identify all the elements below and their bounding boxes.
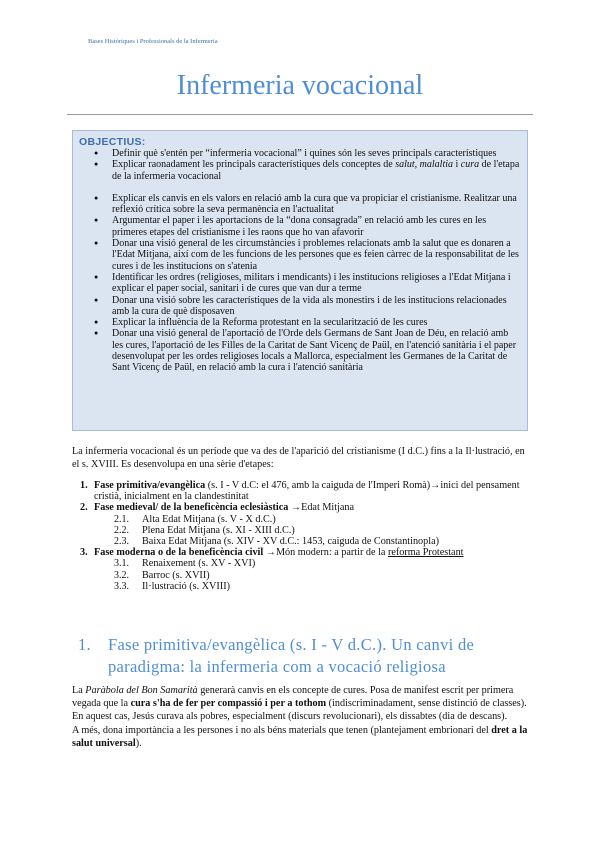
objective-item: ● Definir què s'entén per “infermeria vocacional” i quines són les seves principals característiques [79, 148, 521, 159]
running-header: Bases Històriques i Professionals de la Infermeria [88, 38, 218, 45]
substage-number: 2.1. [114, 513, 129, 525]
substage-item [72, 570, 528, 581]
objective-item: ● Donar una visió general de l'aportació de l'Orde dels Germans de Sant Joan de Déu, en relació amb les cures, l'aportació de les Filles de la Caritat de Sant Vicenç de Paül, en l'atenció sanitària i el paper desenvolupat per les ordes religioses locals a Mallorca, especialment les Germanes de la Caritat de Sant Vicenç de Paül, en relació amb la cura i l'atenció sanitària [79, 328, 521, 373]
objectives-box [72, 130, 528, 431]
stage-description: →Edat Mitjana [288, 502, 355, 514]
stage-link-text: reforma Protestant [387, 547, 464, 559]
section-heading [78, 634, 528, 678]
objective-text: Explicar raonadament les principals característiques dels conceptes de salut, malaltia i cura de l'etapa de la infermeria vocacional [112, 159, 520, 182]
section-title-rest: Un canvi de paradigma: la infermeria com a vocació religiosa [108, 635, 475, 676]
substage-number: 2.3. [114, 536, 129, 548]
objective-item: ● Donar una visió general de les circumstàncies i problemes relacionats amb la salut que es donaren a l'Edat Mitjana, així com de les funcions de les persones que es feien càrrec de la responsabilitat de les cures i de les institucions on s'atenia [79, 238, 521, 272]
stage-item [72, 502, 528, 513]
substage-text: Baixa Edat Mitjana (s. XIV - XV d.C.: 1453, caiguda de Constantinopla) [142, 536, 439, 548]
title-divider [67, 114, 533, 115]
body-text: La [72, 685, 86, 696]
stage-title: Fase primitiva/evangèlica [94, 480, 206, 491]
substage-item [72, 514, 528, 525]
substage-item [72, 581, 528, 592]
body-bold-text: dret a la salut universal [72, 724, 528, 749]
body-text: A més, dona importància a les persones i no als béns materials que tenen (plantejament embrionari del [72, 724, 492, 736]
stage-number: 1. [80, 480, 88, 491]
substage-item [72, 536, 528, 547]
body-text: (indiscriminadament, sense distinció de classes). En aquest cas, Jesús curava als pobres, especialment (discurs revolucionari), els dissabtes (dia de descans). [72, 698, 527, 723]
body-text: generarà canvis en els concepte de cures. Posa de manifest escrit per primera vegada que la [72, 685, 514, 710]
objective-item: ● Explicar la influència de la Reforma protestant en la secularització de les cures [79, 317, 521, 328]
section-number: 1. [78, 635, 91, 654]
stage-number: 3. [80, 547, 88, 559]
body-paragraph [72, 724, 528, 750]
section-body [72, 684, 528, 750]
section-title-main: Fase primitiva/evangèlica [108, 635, 286, 654]
section-title-period: (s. I - V d.C.). [285, 635, 392, 654]
stage-title: Fase medieval/ de la beneficència eclesiàstica [94, 502, 289, 514]
body-italic-text: Paràbola del Bon Samarità [85, 685, 198, 696]
substage-number: 2.2. [114, 524, 129, 536]
substage-number: 3.2. [114, 569, 129, 581]
substage-number: 3.3. [114, 580, 129, 592]
body-text: ). [135, 737, 142, 749]
substage-text: Plena Edat Mitjana (s. XI - XIII d.C.) [142, 524, 295, 536]
stage-number: 2. [80, 502, 88, 514]
stage-item [72, 480, 528, 502]
substage-text: Il·lustració (s. XVIII) [142, 580, 230, 592]
substage-number: 3.1. [114, 558, 129, 570]
substage-item [72, 558, 528, 569]
stage-item [72, 547, 528, 558]
substage-text: Barroc (s. XVII) [142, 569, 210, 581]
stage-title: Fase moderna o de la beneficència civil [94, 547, 264, 559]
objective-item: ● Argumentar el paper i les aportacions de la “dona consagrada” en relació amb les cures en les primeres etapes del cristianisme i les raons que ho van afavorir [79, 215, 521, 238]
objective-item: ● Explicar els canvis en els valors en relació amb la cura que va propiciar el cristianisme. Realitzar una reflexió crítica sobre la seva permanència en l'actualitat [79, 193, 521, 216]
stage-description: (s. I - V d.C: el 476, amb la caiguda de l'Imperi Romà)→inici del pensament cristià, inicialment en la clandestinitat [94, 480, 520, 503]
intro-paragraph: La infermeria vocacional és un període que va des de l'aparició del cristianisme (I d.C.) fins a la Il·lustració, en el s. XVIII. Es desenvolupa en una sèrie d'etapes: [72, 446, 525, 470]
page-title: Infermeria vocacional [176, 70, 424, 101]
substage-text: Alta Edat Mitjana (s. V - X d.C.) [142, 513, 276, 525]
objective-item [79, 159, 521, 182]
stage-description: →Món modern: a partir de la [263, 547, 388, 559]
objective-item: ● Identificar les ordres (religioses, militars i mendicants) i les institucions religioses a l'Edat Mitjana i explicar el paper social, sanitari i de cures que van dur a terme [79, 272, 521, 295]
section-title [78, 634, 528, 678]
objective-item: ● Donar una visió sobre les característiques de la vida als monestirs i de les institucions relacionades amb la cura de què disposaven [79, 295, 521, 318]
objectives-heading: OBJECTIUS: [79, 136, 146, 148]
stages-list [72, 480, 528, 592]
substage-text: Renaixement (s. XV - XVI) [142, 558, 256, 570]
body-paragraph [72, 684, 528, 724]
objectives-list [79, 148, 521, 374]
substage-item [72, 525, 528, 536]
body-bold-text: cura s'ha de fer per compassió i per a tothom [130, 698, 327, 710]
